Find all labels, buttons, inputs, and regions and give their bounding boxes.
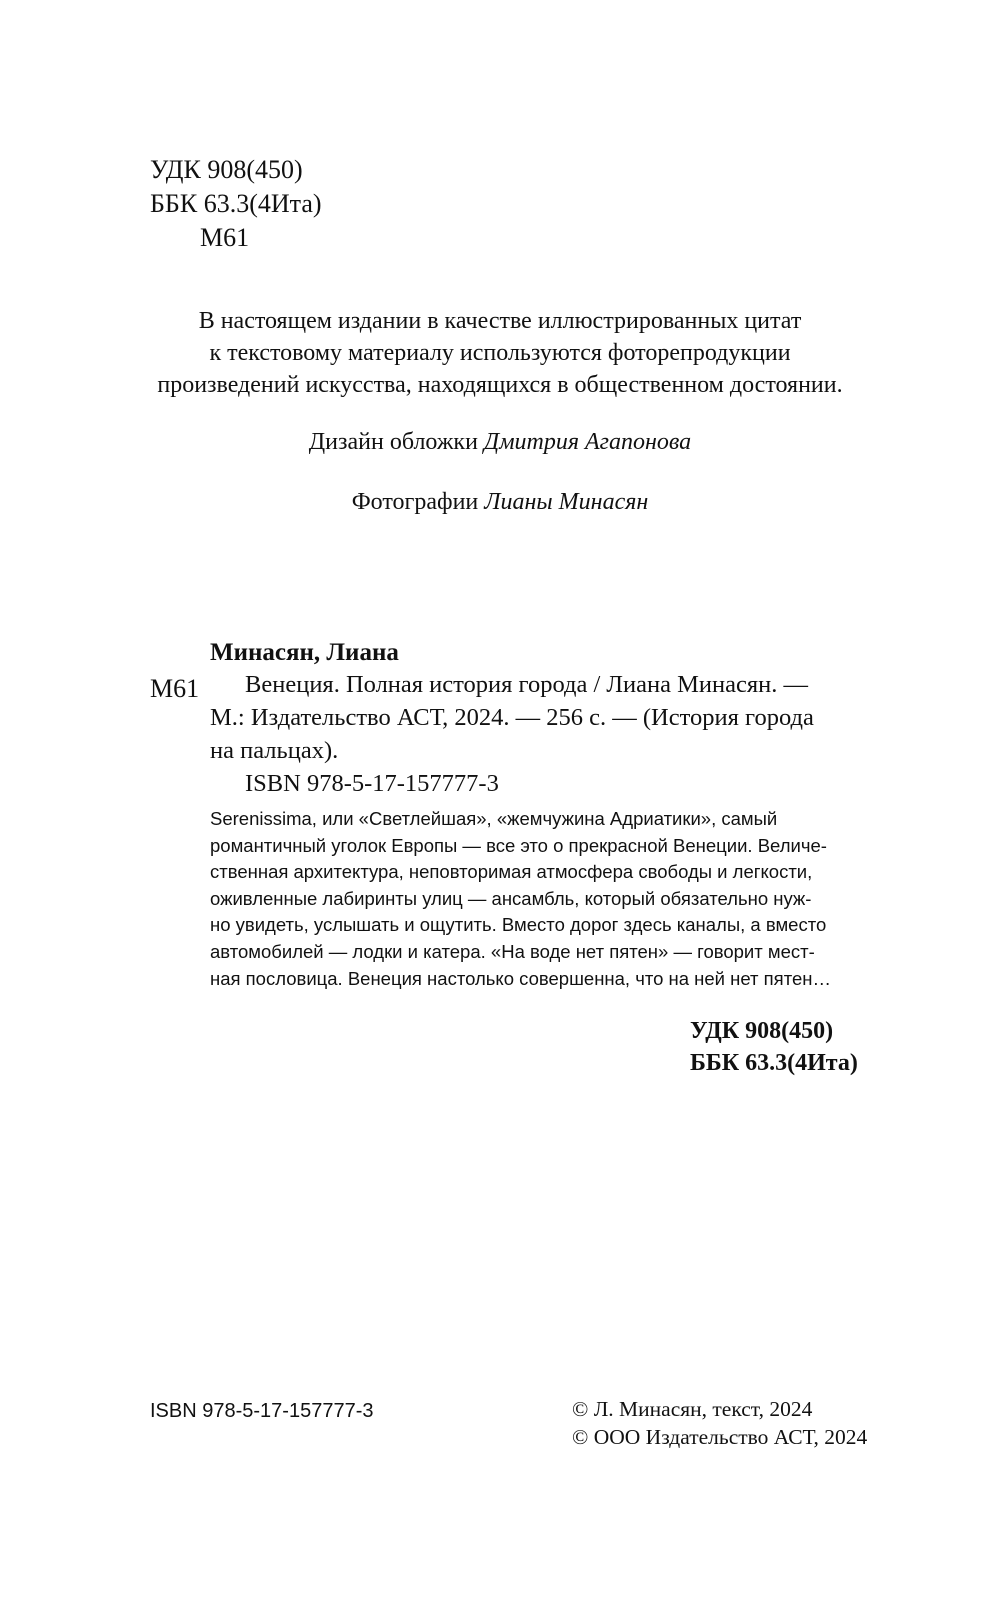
copyright-line: © ООО Издательство АСТ, 2024	[572, 1425, 868, 1449]
notice-line: произведений искусства, находящихся в общественном достоянии.	[157, 372, 843, 398]
annotation-line: автомобилей — лодки и катера. «На воде нет пятен» — говорит мест-	[210, 940, 815, 962]
footer-isbn: ISBN 978-5-17-157777-3	[150, 1400, 374, 1422]
notice-line: В настоящем издании в качестве иллюстрированных цитат	[198, 308, 802, 334]
classification-codes-top	[150, 153, 322, 255]
photo-credit-prefix: Фотографии	[351, 489, 479, 515]
annotation-line: ная пословица. Венеция настолько совершенна, что на ней нет пятен…	[210, 967, 831, 989]
entry-author: Минасян, Лиана	[210, 639, 399, 666]
classification-codes-bottom	[690, 1015, 858, 1079]
copyright-line: © Л. Минасян, текст, 2024	[572, 1397, 813, 1421]
photographer-name: Лианы Минасян	[484, 489, 649, 515]
cover-design-credit	[100, 426, 900, 458]
copyright-block	[572, 1395, 867, 1451]
entry-author-mark: М61	[150, 674, 200, 703]
annotation-line: Serenissima, или «Светлейшая», «жемчужина Адриатики», самый	[210, 808, 778, 829]
annotation-line: романтичный уголок Европы — все это о прекрасной Венеции. Величе-	[210, 834, 827, 856]
udk-code: УДК 908(450)	[150, 155, 303, 184]
bibliographic-description	[210, 668, 875, 767]
reproduction-notice	[100, 305, 900, 401]
design-credit-prefix: Дизайн обложки	[308, 429, 478, 455]
annotation-line: ственная архитектура, неповторимая атмосфера свободы и легкости,	[210, 861, 813, 883]
bbk-code: ББК 63.3(4Ита)	[150, 189, 322, 218]
biblio-line: на пальцах).	[210, 737, 339, 764]
annotation-line: оживленные лабиринты улиц — ансамбль, который обязательно нуж-	[210, 887, 812, 909]
entry-isbn: ISBN 978-5-17-157777-3	[245, 770, 499, 797]
biblio-line: М.: Издательство АСТ, 2024. — 256 с. — (История города	[210, 704, 814, 731]
annotation-line: но увидеть, услышать и ощутить. Вместо дорог здесь каналы, а вместо	[210, 914, 827, 936]
biblio-line: Венеция. Полная история города / Лиана Минасян. —	[245, 671, 809, 698]
notice-line: к текстовому материалу используются фоторепродукции	[209, 340, 791, 366]
author-mark: М61	[200, 223, 250, 252]
photo-credit	[100, 486, 900, 518]
book-annotation	[210, 806, 875, 992]
bbk-code-bottom: ББК 63.3(4Ита)	[690, 1050, 858, 1076]
designer-name: Дмитрия Агапонова	[483, 429, 692, 455]
udk-code-bottom: УДК 908(450)	[690, 1018, 834, 1044]
